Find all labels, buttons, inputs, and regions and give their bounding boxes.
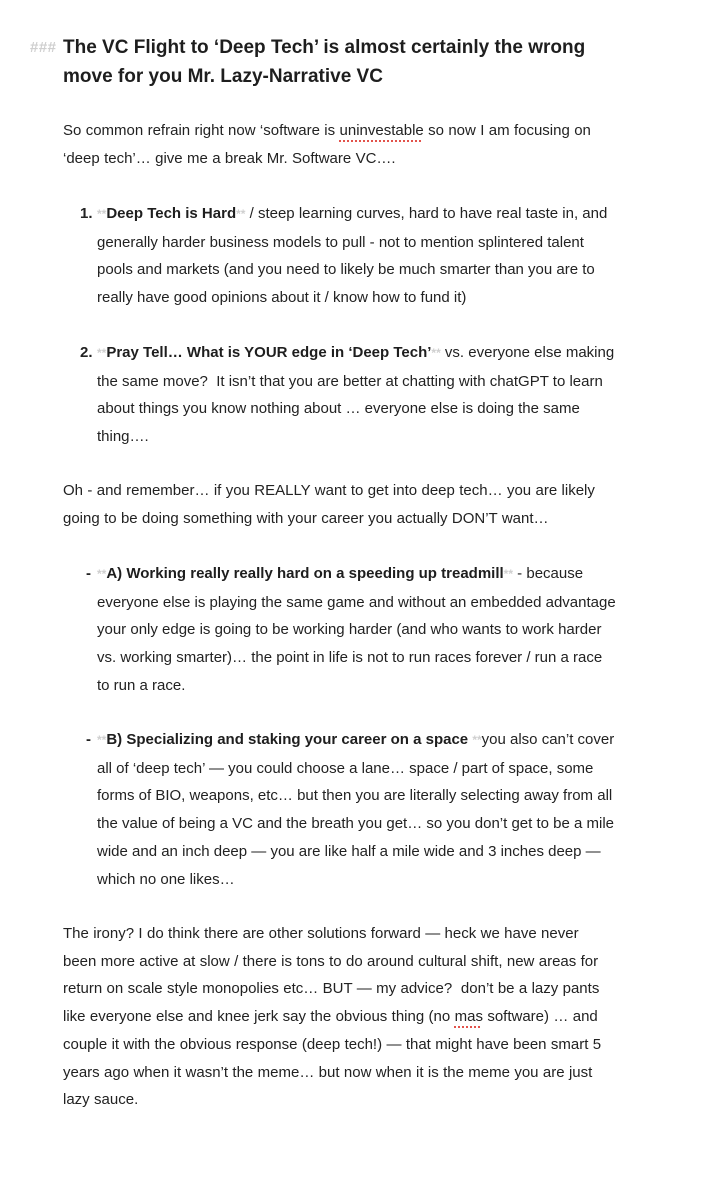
bold-close-marker: ** (431, 346, 441, 360)
middle-paragraph[interactable]: Oh - and remember… if you REALLY want to get into deep tech… you are likely going to be doing something with your career you actually DON’T want… (63, 482, 595, 527)
list-item-bold-text: Deep Tech is Hard (106, 205, 237, 222)
bold-open-marker: ** (97, 346, 107, 360)
closing-text-end: software) … and couple it with the obvious response (deep tech!) — that might have been smart 5 years ago when it wasn’t the meme… but now when it is the meme you are just lazy sauce. (63, 1008, 602, 1109)
list-item-text: you also can’t cover all of ‘deep tech’ — you could choose a lane… space / part of space, some forms of BIO, weapons, etc… but then you are literally selecting away from all the value of being a VC and the breath you get… so you don’t get to be a mile wide and an inch deep — you are like half a mile wide and 3 inches deep — which no one likes… (97, 731, 615, 888)
closing-text-start: The irony? I do think there are other solutions forward — heck we have never been more active at slow / there is tons to do around cultural shift, new areas for return on scale style monopolies etc… BUT — my advice? don’t be a lazy pants like everyone else and knee jerk say the obvious thing (no (63, 925, 600, 1026)
closing-paragraph[interactable] (63, 920, 615, 1114)
list-number: 1. (80, 205, 93, 222)
list-item-bold-text: Pray Tell… What is YOUR edge in ‘Deep Tech’ (106, 344, 432, 361)
list-item-text: vs. everyone else making the same move? It isn’t that you are better at chatting with chatGPT to learn about things you know nothing about … everyone else is doing the same thing…. (97, 344, 615, 446)
intro-text-end: so now I am focusing on ‘deep tech’… give me a break Mr. Software VC…. (63, 122, 591, 167)
document-heading[interactable] (30, 33, 623, 91)
spellcheck-word[interactable]: uninvestable (339, 122, 424, 139)
bold-open-marker: ** (97, 567, 107, 581)
bold-open-marker: ** (97, 733, 107, 747)
bold-close-marker: ** (503, 567, 514, 581)
bold-close-marker: ** (236, 207, 246, 221)
list-number: 2. (80, 344, 93, 361)
numbered-list-item[interactable] (80, 200, 617, 312)
list-item-bold-text: B) Specializing and staking your career on a space (106, 731, 473, 748)
bold-open-marker: ** (97, 207, 107, 221)
intro-paragraph[interactable] (63, 117, 615, 172)
spellcheck-word[interactable]: mas (454, 1008, 483, 1026)
heading-text: The VC Flight to ‘Deep Tech’ is almost certainly the wrong move for you Mr. Lazy-Narrative VC (63, 37, 586, 87)
bullet-dash: - (86, 565, 91, 582)
bullet-list-item[interactable] (86, 726, 617, 893)
bullet-dash: - (86, 731, 91, 748)
list-item-text: - because everyone else is playing the same game and without an embedded advantage your only edge is going to be working harder (and who wants to work harder vs. working smarter)… the point in life is not to run races forever / run a race to run a race. (97, 565, 616, 694)
numbered-list-item[interactable] (80, 339, 617, 451)
bullet-list-item[interactable] (86, 560, 617, 700)
list-item-bold-text: A) Working really really hard on a speeding up treadmill (106, 565, 504, 582)
intro-text-start: So common refrain right now ‘software is (63, 122, 340, 139)
list-item-text: / steep learning curves, hard to have real taste in, and generally harder business models to pull - not to mention splintered talent pools and markets (and you need to likely be much smarter than you are to really have good opinions about it / know how to fund it) (97, 205, 608, 307)
bold-close-marker: ** (472, 733, 482, 747)
heading-markdown-marker: ### (30, 39, 57, 56)
